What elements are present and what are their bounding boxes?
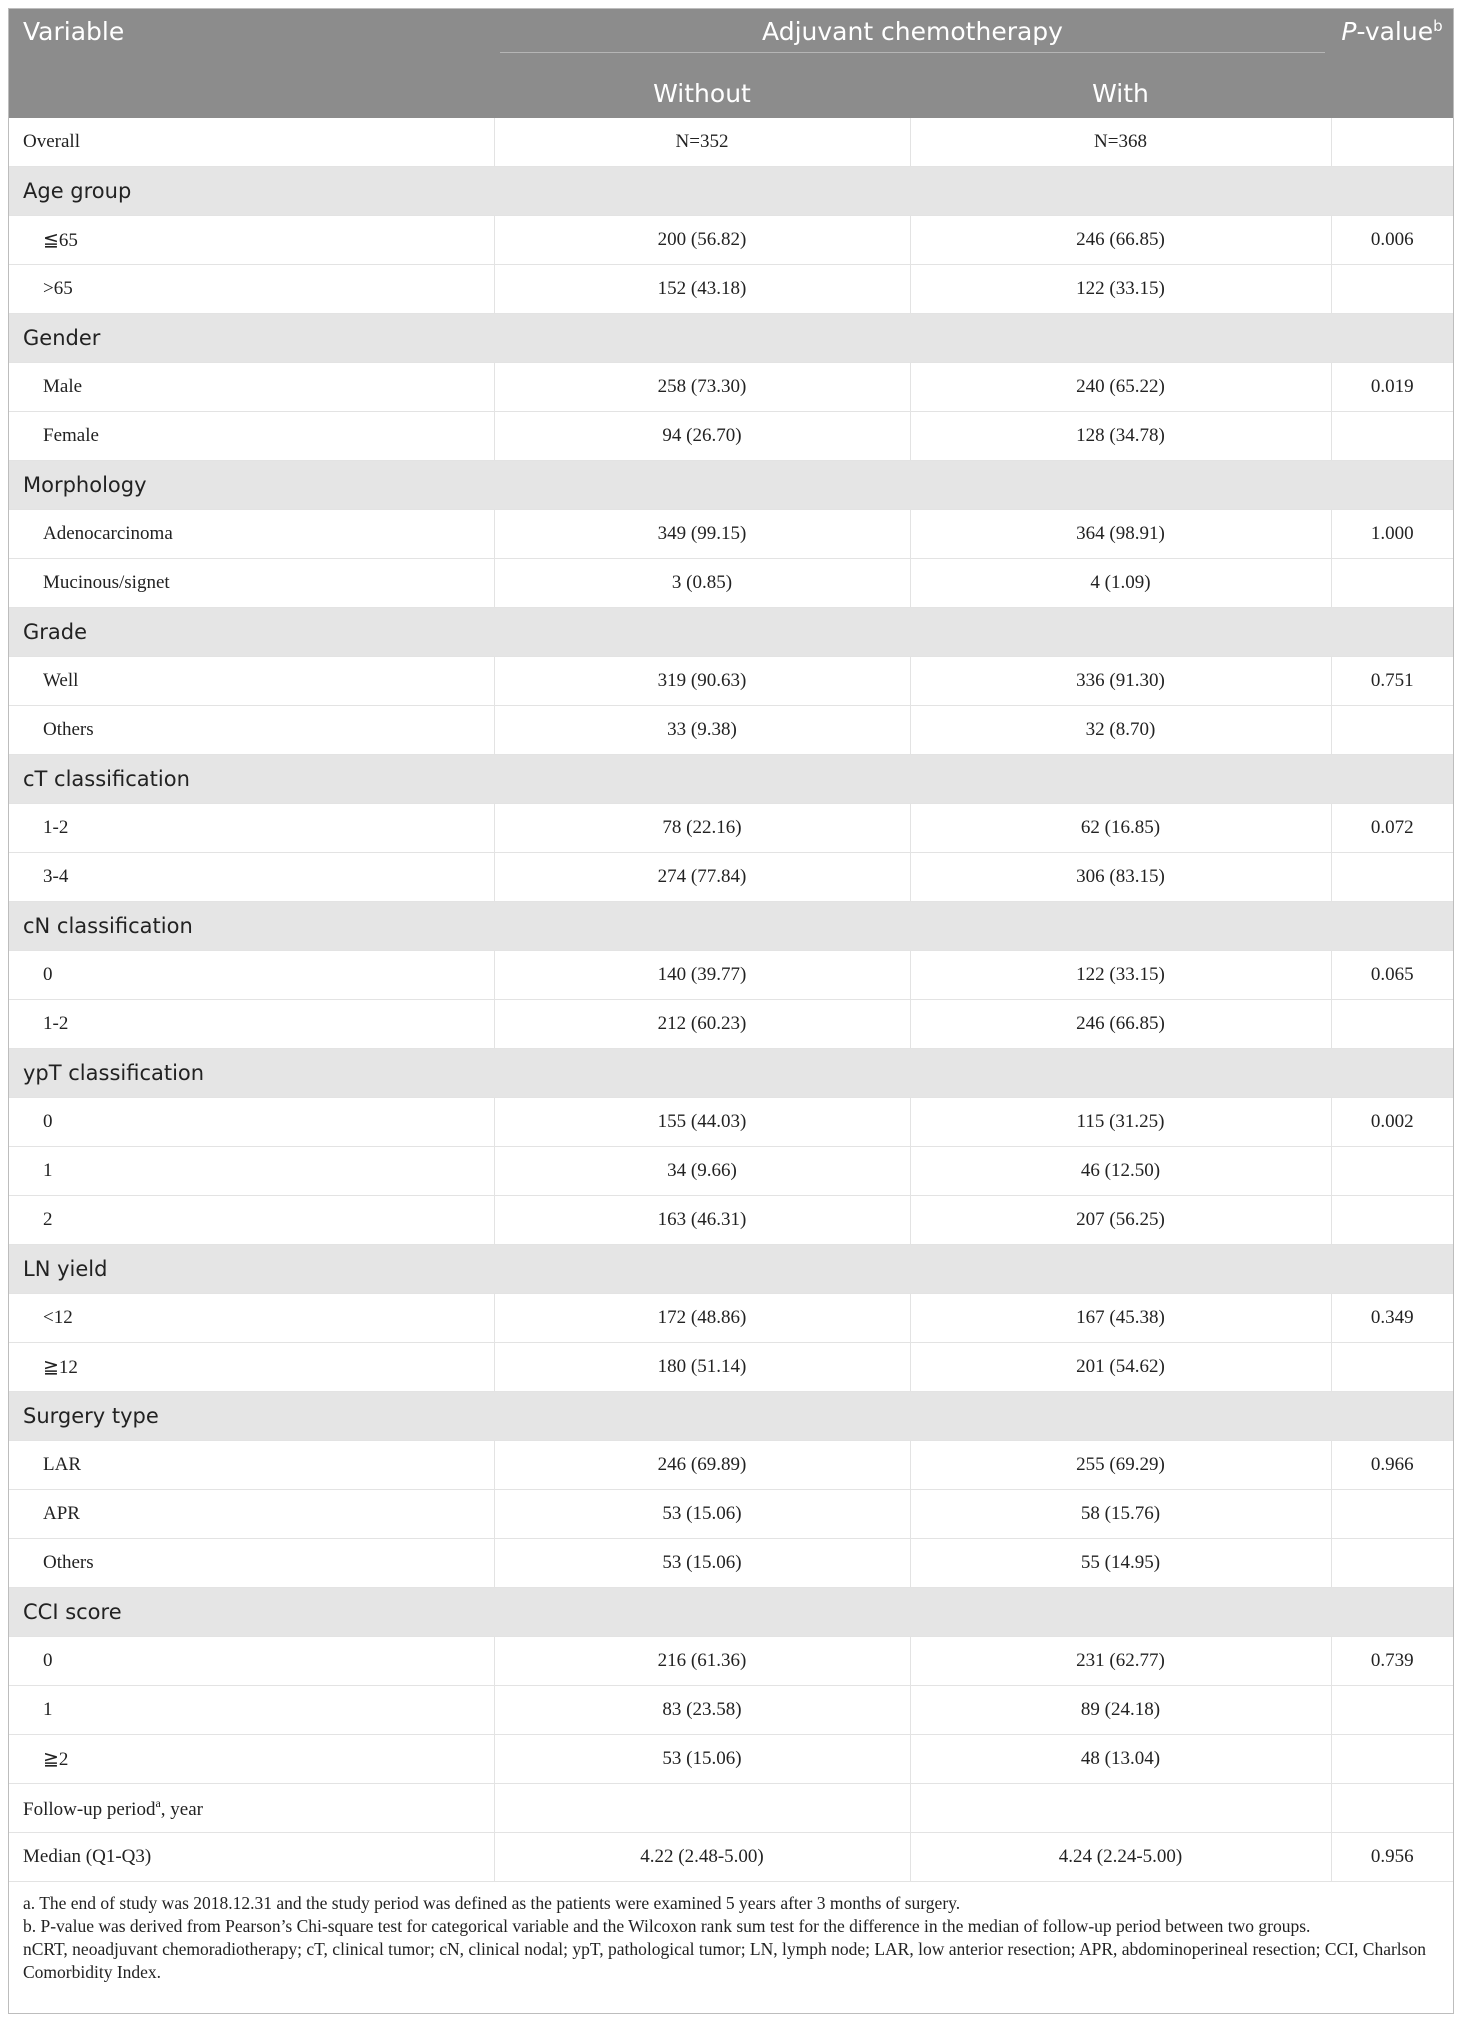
row-with-value: 167 (45.38) (910, 1294, 1331, 1343)
row-pvalue (1331, 1343, 1453, 1392)
row-with-value: 207 (56.25) (910, 1196, 1331, 1245)
median-without: 4.22 (2.48-5.00) (494, 1833, 910, 1882)
row-pvalue (1331, 1539, 1453, 1588)
section-blank (1331, 314, 1453, 363)
row-with-value: 255 (69.29) (910, 1441, 1331, 1490)
section-blank (910, 167, 1331, 216)
section-title: CCI score (9, 1588, 494, 1637)
section-blank (494, 608, 910, 657)
section-blank (910, 1588, 1331, 1637)
row-without-value: 34 (9.66) (494, 1147, 910, 1196)
table-body (9, 118, 1453, 1882)
row-without-value: 172 (48.86) (494, 1294, 910, 1343)
row-without-value: 163 (46.31) (494, 1196, 910, 1245)
section-blank (494, 167, 910, 216)
row-with-value: 55 (14.95) (910, 1539, 1331, 1588)
section-blank (494, 902, 910, 951)
header-without: Without (494, 68, 910, 118)
section-title: Grade (9, 608, 494, 657)
row-label: Well (9, 657, 494, 706)
section-blank (910, 755, 1331, 804)
row-without-value: 212 (60.23) (494, 1000, 910, 1049)
row-label: 1 (9, 1686, 494, 1735)
section-blank (1331, 461, 1453, 510)
section-title: Age group (9, 167, 494, 216)
row-without-value: 274 (77.84) (494, 853, 910, 902)
overall-label: Overall (9, 118, 494, 167)
row-without-value: 155 (44.03) (494, 1098, 910, 1147)
row-pvalue (1331, 1000, 1453, 1049)
section-header-row (9, 1245, 1453, 1294)
row-with-value: 128 (34.78) (910, 412, 1331, 461)
row-without-value: 349 (99.15) (494, 510, 910, 559)
section-blank (910, 608, 1331, 657)
section-header-row (9, 755, 1453, 804)
section-blank (910, 1049, 1331, 1098)
followup-label-tail: , year (160, 1798, 203, 1820)
section-blank (494, 755, 910, 804)
row-label: 0 (9, 1098, 494, 1147)
overall-with: N=368 (910, 118, 1331, 167)
row-label: 1-2 (9, 804, 494, 853)
section-blank (1331, 1245, 1453, 1294)
row-with-value: 46 (12.50) (910, 1147, 1331, 1196)
row-without-value: 180 (51.14) (494, 1343, 910, 1392)
section-header-row (9, 1049, 1453, 1098)
row-with-value: 306 (83.15) (910, 853, 1331, 902)
row-without-value: 152 (43.18) (494, 265, 910, 314)
median-row (9, 1833, 1453, 1882)
table-row (9, 1686, 1453, 1735)
row-with-value: 231 (62.77) (910, 1637, 1331, 1686)
table-row (9, 804, 1453, 853)
row-pvalue (1331, 1686, 1453, 1735)
median-with: 4.24 (2.24-5.00) (910, 1833, 1331, 1882)
row-label: Female (9, 412, 494, 461)
header-group-label: Adjuvant chemotherapy (500, 17, 1325, 53)
row-label: <12 (9, 1294, 494, 1343)
section-blank (1331, 167, 1453, 216)
row-label: 0 (9, 1637, 494, 1686)
row-pvalue (1331, 412, 1453, 461)
row-without-value: 258 (73.30) (494, 363, 910, 412)
section-header-row (9, 314, 1453, 363)
table-row (9, 657, 1453, 706)
footnote-b: b. P-value was derived from Pearson’s Chi-square test for categorical variable and the Wilcoxon rank sum test for the difference in the median of follow-up period between two groups. (23, 1916, 1311, 1936)
row-pvalue: 0.349 (1331, 1294, 1453, 1343)
row-with-value: 58 (15.76) (910, 1490, 1331, 1539)
section-blank (494, 461, 910, 510)
row-pvalue: 0.966 (1331, 1441, 1453, 1490)
table-row (9, 265, 1453, 314)
row-pvalue: 1.000 (1331, 510, 1453, 559)
row-with-value: 48 (13.04) (910, 1735, 1331, 1784)
row-label: Mucinous/signet (9, 559, 494, 608)
row-pvalue (1331, 853, 1453, 902)
footnotes (9, 1882, 1453, 1984)
row-with-value: 89 (24.18) (910, 1686, 1331, 1735)
row-with-value: 201 (54.62) (910, 1343, 1331, 1392)
followup-label-main: Follow-up period (23, 1798, 156, 1820)
section-title: Gender (9, 314, 494, 363)
row-pvalue: 0.002 (1331, 1098, 1453, 1147)
section-header-row (9, 167, 1453, 216)
section-header-row (9, 608, 1453, 657)
section-blank (1331, 1392, 1453, 1441)
table-row (9, 1196, 1453, 1245)
row-pvalue (1331, 1147, 1453, 1196)
overall-without: N=352 (494, 118, 910, 167)
table-row (9, 216, 1453, 265)
followup-label (9, 1784, 494, 1833)
header-pvalue-sup: b (1433, 17, 1443, 35)
row-without-value: 246 (69.89) (494, 1441, 910, 1490)
table-row (9, 706, 1453, 755)
table-row (9, 1098, 1453, 1147)
row-with-value: 240 (65.22) (910, 363, 1331, 412)
table-row (9, 951, 1453, 1000)
table-row (9, 1343, 1453, 1392)
row-label: ≧12 (9, 1343, 494, 1392)
row-label: ≦65 (9, 216, 494, 265)
followup-blank (910, 1784, 1331, 1833)
section-blank (494, 1245, 910, 1294)
row-pvalue (1331, 1735, 1453, 1784)
table-row (9, 1000, 1453, 1049)
table-row (9, 559, 1453, 608)
row-without-value: 200 (56.82) (494, 216, 910, 265)
section-blank (910, 314, 1331, 363)
row-label: Others (9, 1539, 494, 1588)
row-pvalue: 0.751 (1331, 657, 1453, 706)
section-blank (1331, 1588, 1453, 1637)
section-blank (494, 1049, 910, 1098)
row-without-value: 53 (15.06) (494, 1735, 910, 1784)
section-title: ypT classification (9, 1049, 494, 1098)
row-pvalue (1331, 706, 1453, 755)
section-blank (1331, 755, 1453, 804)
overall-pvalue (1331, 118, 1453, 167)
row-label: Male (9, 363, 494, 412)
section-blank (910, 461, 1331, 510)
row-pvalue (1331, 265, 1453, 314)
section-header-row (9, 1392, 1453, 1441)
row-with-value: 122 (33.15) (910, 265, 1331, 314)
row-without-value: 53 (15.06) (494, 1490, 910, 1539)
row-pvalue (1331, 1196, 1453, 1245)
header-group (494, 9, 1331, 68)
followup-blank (1331, 1784, 1453, 1833)
header-pvalue-italic: P (1341, 17, 1357, 46)
row-with-value: 122 (33.15) (910, 951, 1331, 1000)
followup-blank (494, 1784, 910, 1833)
footnote-a: a. The end of study was 2018.12.31 and the study period was defined as the patients were examined 5 years after 3 months of surgery. (23, 1893, 961, 1913)
row-label: LAR (9, 1441, 494, 1490)
section-header-row (9, 461, 1453, 510)
median-pvalue: 0.956 (1331, 1833, 1453, 1882)
row-with-value: 336 (91.30) (910, 657, 1331, 706)
row-pvalue (1331, 559, 1453, 608)
table-row (9, 412, 1453, 461)
table-header (9, 9, 1453, 118)
row-pvalue: 0.072 (1331, 804, 1453, 853)
row-pvalue: 0.739 (1331, 1637, 1453, 1686)
row-with-value: 246 (66.85) (910, 216, 1331, 265)
table-row (9, 363, 1453, 412)
section-blank (910, 1392, 1331, 1441)
row-label: ≧2 (9, 1735, 494, 1784)
row-with-value: 364 (98.91) (910, 510, 1331, 559)
table-row (9, 1637, 1453, 1686)
table-row (9, 1735, 1453, 1784)
table-row (9, 1441, 1453, 1490)
characteristics-table (9, 9, 1453, 1882)
section-blank (1331, 902, 1453, 951)
table-row (9, 1147, 1453, 1196)
row-with-value: 32 (8.70) (910, 706, 1331, 755)
row-label: 2 (9, 1196, 494, 1245)
section-blank (494, 1588, 910, 1637)
section-blank (1331, 1049, 1453, 1098)
row-without-value: 78 (22.16) (494, 804, 910, 853)
section-blank (1331, 608, 1453, 657)
footnote-abbreviations: nCRT, neoadjuvant chemoradiotherapy; cT, clinical tumor; cN, clinical nodal; ypT, pathological tumor; LN, lymph node; LAR, low anterior resection; APR, abdominoperineal resection; CCI, Charlson Comorbidity Index. (23, 1939, 1426, 1982)
table-row (9, 1539, 1453, 1588)
table-row (9, 510, 1453, 559)
section-title: Surgery type (9, 1392, 494, 1441)
section-blank (910, 1245, 1331, 1294)
row-label: APR (9, 1490, 494, 1539)
row-label: 1-2 (9, 1000, 494, 1049)
row-label: Adenocarcinoma (9, 510, 494, 559)
section-title: cT classification (9, 755, 494, 804)
section-blank (494, 1392, 910, 1441)
median-label: Median (Q1-Q3) (9, 1833, 494, 1882)
section-blank (494, 314, 910, 363)
row-without-value: 216 (61.36) (494, 1637, 910, 1686)
header-pvalue (1331, 9, 1453, 118)
row-without-value: 140 (39.77) (494, 951, 910, 1000)
row-without-value: 94 (26.70) (494, 412, 910, 461)
row-without-value: 53 (15.06) (494, 1539, 910, 1588)
row-without-value: 33 (9.38) (494, 706, 910, 755)
table-frame (8, 8, 1454, 2014)
row-label: 0 (9, 951, 494, 1000)
table-row (9, 853, 1453, 902)
table-row (9, 1490, 1453, 1539)
row-pvalue: 0.019 (1331, 363, 1453, 412)
row-without-value: 3 (0.85) (494, 559, 910, 608)
section-header-row (9, 1588, 1453, 1637)
row-label: Others (9, 706, 494, 755)
row-with-value: 115 (31.25) (910, 1098, 1331, 1147)
row-pvalue: 0.006 (1331, 216, 1453, 265)
followup-label-sup: a (155, 1795, 161, 1810)
table-row (9, 1294, 1453, 1343)
row-without-value: 319 (90.63) (494, 657, 910, 706)
row-pvalue (1331, 1490, 1453, 1539)
row-with-value: 246 (66.85) (910, 1000, 1331, 1049)
section-title: cN classification (9, 902, 494, 951)
row-label: 1 (9, 1147, 494, 1196)
section-title: Morphology (9, 461, 494, 510)
header-pvalue-rest: -value (1356, 17, 1434, 46)
overall-row (9, 118, 1453, 167)
section-title: LN yield (9, 1245, 494, 1294)
section-header-row (9, 902, 1453, 951)
header-variable: Variable (9, 9, 494, 118)
row-label: >65 (9, 265, 494, 314)
followup-row (9, 1784, 1453, 1833)
row-with-value: 4 (1.09) (910, 559, 1331, 608)
row-without-value: 83 (23.58) (494, 1686, 910, 1735)
header-with: With (910, 68, 1331, 118)
row-pvalue: 0.065 (1331, 951, 1453, 1000)
section-blank (910, 902, 1331, 951)
row-with-value: 62 (16.85) (910, 804, 1331, 853)
row-label: 3-4 (9, 853, 494, 902)
